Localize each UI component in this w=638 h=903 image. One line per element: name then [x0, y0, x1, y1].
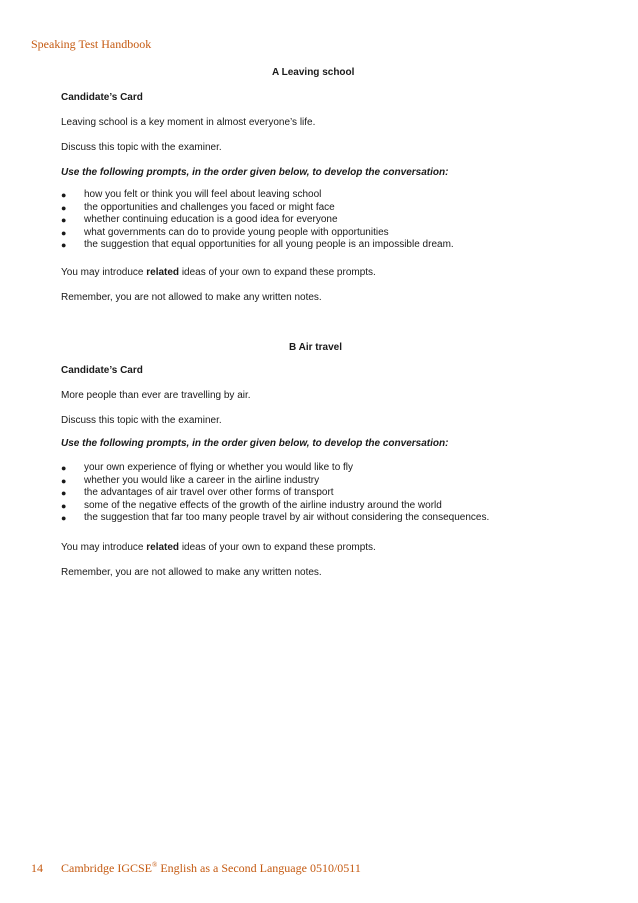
card-b-discuss: Discuss this topic with the examiner.: [61, 415, 222, 426]
card-b-intro: More people than ever are travelling by air.: [61, 390, 251, 401]
card-b-remember: Remember, you are not allowed to make any written notes.: [61, 567, 322, 578]
prompt-item: ● the suggestion that far too many people travel by air without considering the consequences.: [61, 512, 490, 523]
card-a-related-note: You may introduce related ideas of your own to expand these prompts.: [61, 267, 376, 278]
prompt-item: ● the advantages of air travel over other forms of transport: [61, 487, 334, 498]
card-a-prompt-list: [61, 189, 454, 252]
card-b-title: B Air travel: [289, 342, 342, 353]
card-a-discuss: Discuss this topic with the examiner.: [61, 142, 222, 153]
card-a-instruction: Use the following prompts, in the order given below, to develop the conversation:: [61, 167, 449, 178]
prompt-item: ● whether continuing education is a good idea for everyone: [61, 214, 338, 225]
bullet-icon: ●: [61, 190, 67, 200]
bullet-icon: ●: [61, 240, 67, 250]
prompt-item: ● some of the negative effects of the growth of the airline industry around the world: [61, 499, 442, 511]
publication-title: Cambridge IGCSE® English as a Second Language 0510/0511: [61, 861, 361, 875]
page-number: 14: [31, 861, 43, 875]
prompt-item: ● how you felt or think you will feel about leaving school: [61, 189, 322, 200]
bullet-icon: ●: [61, 202, 67, 213]
prompt-item: ● whether you would like a career in the airline industry: [61, 474, 320, 486]
card-b-instruction: Use the following prompts, in the order given below, to develop the conversation:: [61, 438, 449, 449]
bullet-icon: ●: [61, 475, 67, 486]
prompt-item: ● what governments can do to provide young people with opportunities: [61, 226, 389, 238]
card-b-prompt-list: [61, 462, 489, 525]
card-a-intro: Leaving school is a key moment in almost everyone’s life.: [61, 117, 316, 128]
bullet-icon: ●: [61, 227, 67, 238]
bullet-icon: ●: [61, 215, 67, 225]
running-header: Speaking Test Handbook: [31, 37, 152, 51]
card-b-label: Candidate’s Card: [61, 365, 143, 376]
prompt-item: ● your own experience of flying or whether you would like to fly: [61, 462, 354, 473]
bullet-icon: ●: [61, 488, 67, 498]
prompt-item: ● the suggestion that equal opportunities for all young people is an impossible dream.: [61, 239, 454, 250]
prompt-item: ● the opportunities and challenges you faced or might face: [61, 201, 335, 213]
card-a-label: Candidate’s Card: [61, 92, 143, 103]
bullet-icon: ●: [61, 513, 67, 523]
card-a-title: A Leaving school: [272, 67, 355, 78]
card-a-remember: Remember, you are not allowed to make any written notes.: [61, 292, 322, 303]
bullet-icon: ●: [61, 500, 67, 511]
page-footer: [31, 861, 361, 876]
bullet-icon: ●: [61, 463, 67, 473]
card-b-related-note: You may introduce related ideas of your own to expand these prompts.: [61, 542, 376, 553]
